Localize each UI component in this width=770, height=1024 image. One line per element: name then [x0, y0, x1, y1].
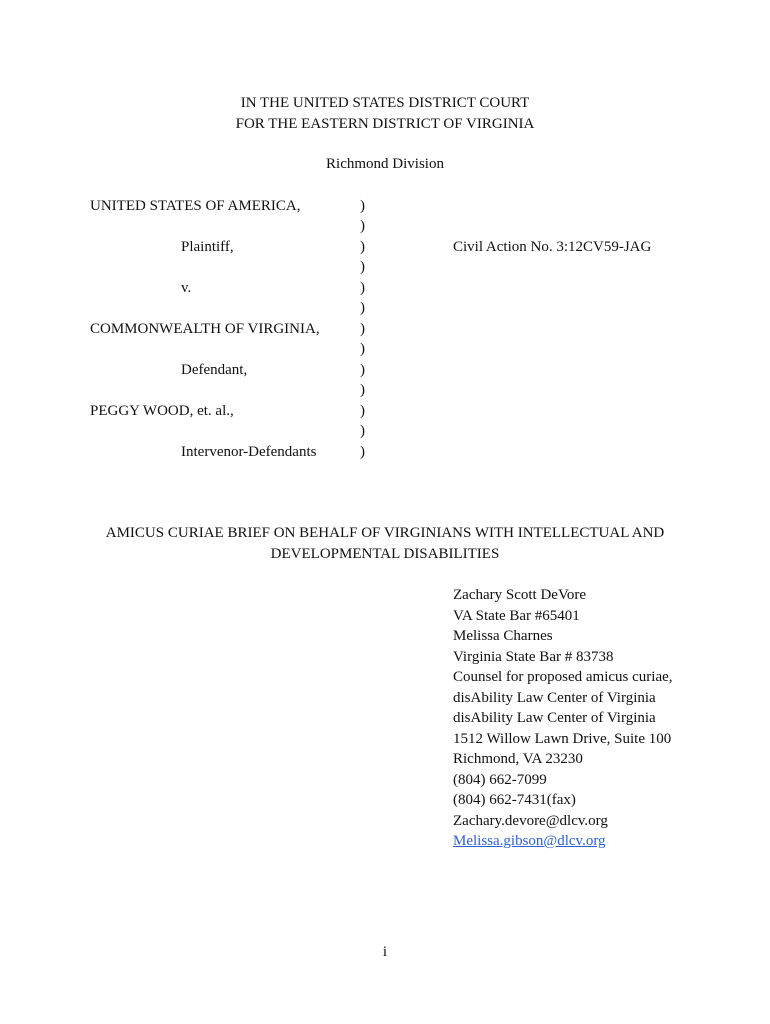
- civil-action-number: Civil Action No. 3:12CV59-JAG: [453, 239, 652, 255]
- intervenor-role: Intervenor-Defendants: [181, 444, 317, 460]
- counsel-line: Richmond, VA 23230: [453, 751, 583, 767]
- caption-paren: ): [360, 239, 365, 255]
- caption-paren: ): [360, 423, 365, 439]
- caption-paren: ): [360, 403, 365, 419]
- page-number: i: [382, 944, 388, 960]
- division-name: Richmond Division: [326, 156, 444, 172]
- defendant-name: COMMONWEALTH OF VIRGINIA,: [90, 321, 320, 337]
- counsel-line: 1512 Willow Lawn Drive, Suite 100: [453, 730, 672, 747]
- caption-paren: ): [360, 321, 365, 337]
- counsel-line: Melissa Charnes: [453, 628, 553, 644]
- plaintiff-name: UNITED STATES OF AMERICA,: [90, 198, 301, 214]
- caption-paren: ): [360, 362, 365, 378]
- counsel-line: disAbility Law Center of Virginia: [453, 689, 656, 706]
- counsel-line: Zachary.devore@dlcv.org: [453, 812, 608, 829]
- caption-paren: ): [360, 259, 365, 275]
- counsel-block: [453, 585, 673, 852]
- counsel-line: disAbility Law Center of Virginia: [453, 710, 656, 726]
- caption-paren: ): [360, 280, 365, 296]
- caption-paren: ): [360, 444, 365, 460]
- brief-title-line-1: AMICUS CURIAE BRIEF ON BEHALF OF VIRGINIANS WITH INTELLECTUAL AND: [105, 525, 665, 541]
- counsel-line: Virginia State Bar # 83738: [453, 648, 614, 665]
- counsel-line: (804) 662-7099: [453, 771, 547, 788]
- brief-title-line-2: DEVELOPMENTAL DISABILITIES: [270, 546, 500, 562]
- email-link[interactable]: Melissa.gibson@dlcv.org: [453, 833, 606, 849]
- caption-paren: ): [360, 218, 365, 234]
- plaintiff-role: Plaintiff,: [181, 239, 234, 255]
- counsel-line: (804) 662-7431(fax): [453, 792, 576, 808]
- caption-paren: ): [360, 300, 365, 316]
- intervenor-name: PEGGY WOOD, et. al.,: [90, 403, 234, 419]
- caption-paren: ): [360, 198, 365, 214]
- caption-paren: ): [360, 341, 365, 357]
- defendant-role: Defendant,: [181, 362, 248, 378]
- versus-label: v.: [181, 280, 192, 296]
- counsel-line: Counsel for proposed amicus curiae,: [453, 669, 673, 685]
- caption-paren: ): [360, 382, 365, 398]
- court-heading-line-2: FOR THE EASTERN DISTRICT OF VIRGINIA: [235, 116, 535, 132]
- court-heading-line-1: IN THE UNITED STATES DISTRICT COURT: [240, 95, 530, 111]
- counsel-line: VA State Bar #65401: [453, 607, 580, 624]
- counsel-line: Zachary Scott DeVore: [453, 587, 587, 603]
